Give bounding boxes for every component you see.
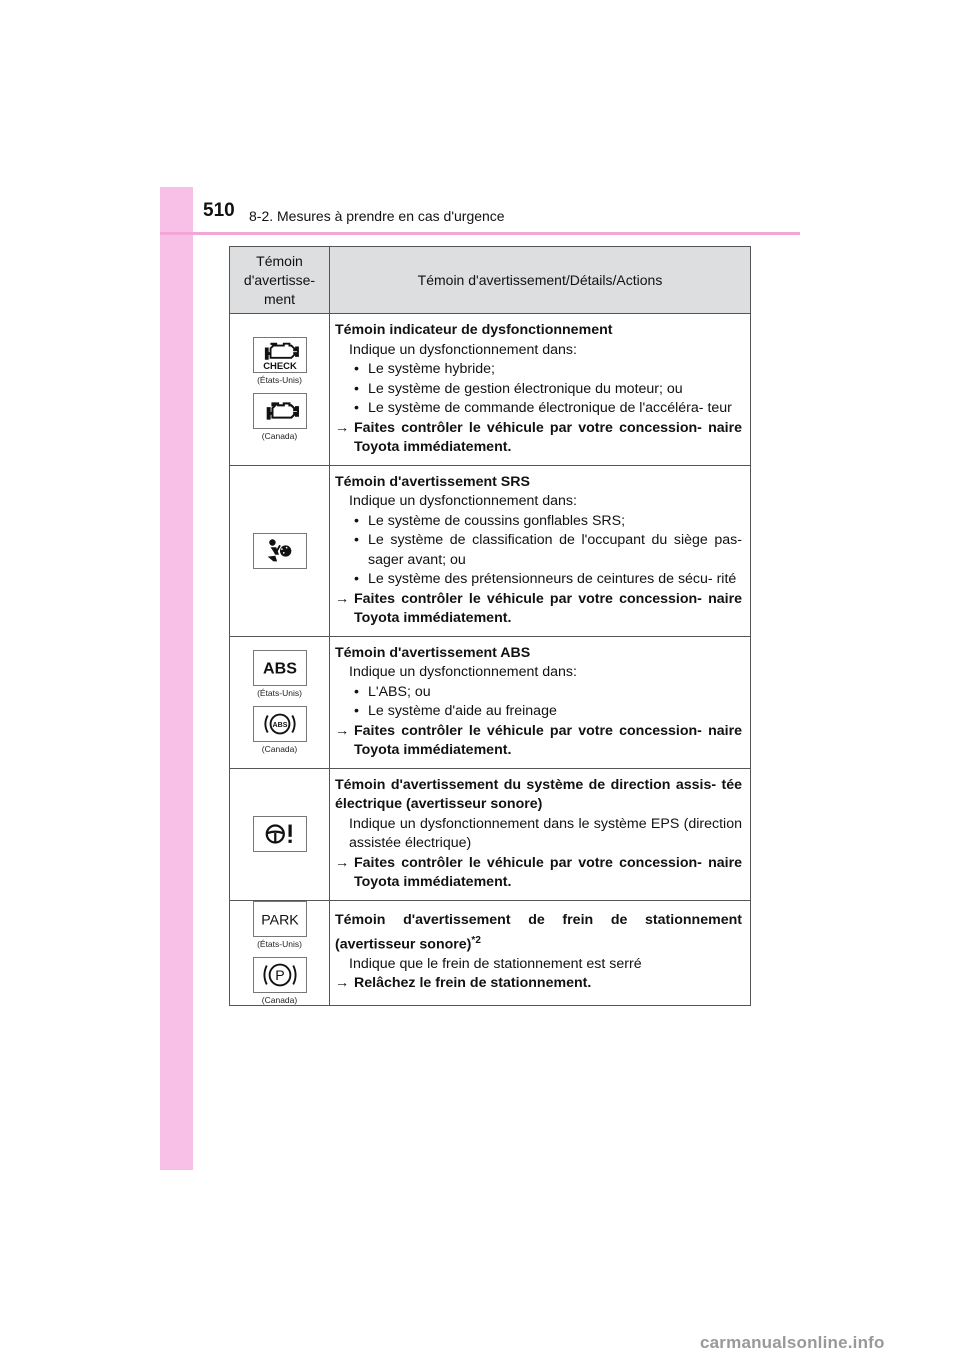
action-text: → Faites contrôler le véhicule par votre concession- naire Toyota immédiatement. bbox=[335, 854, 742, 890]
svg-text:CHECK: CHECK bbox=[262, 361, 297, 373]
region-label: (États-Unis) bbox=[257, 938, 302, 949]
warning-title: Témoin d'avertissement de frein de stationnement (avertisseur sonore)$^{*2}$ bbox=[335, 912, 742, 953]
table-row bbox=[230, 900, 751, 1005]
table-row bbox=[230, 768, 751, 900]
steering-warning-icon bbox=[253, 816, 307, 852]
warning-intro: Indique un dysfonctionnement dans le système EPS (direction assistée électrique) bbox=[349, 815, 742, 851]
table-row bbox=[230, 314, 751, 466]
list-item: • Le système de commande électronique de l'accéléra- teur bbox=[354, 400, 732, 416]
check-engine-icon bbox=[253, 337, 307, 373]
list-item: • Le système de classification de l'occupant du siège pas- sager avant; ou bbox=[354, 532, 742, 568]
list-item: • Le système d'aide au freinage bbox=[354, 703, 557, 719]
icon-cell bbox=[230, 636, 330, 768]
engine-icon bbox=[253, 393, 307, 429]
region-label: (Canada) bbox=[261, 431, 298, 442]
list-item: • Le système de coussins gonflables SRS; bbox=[354, 512, 626, 529]
warning-intro: Indique un dysfonctionnement dans: bbox=[349, 341, 577, 358]
table-row bbox=[230, 636, 751, 768]
footnote-ref: *2 bbox=[471, 934, 481, 946]
warning-intro: Indique un dysfonctionnement dans: bbox=[349, 664, 577, 680]
abs-text-icon bbox=[253, 650, 307, 686]
icon-cell bbox=[230, 314, 330, 466]
warning-title: Témoin d'avertissement du système de direction assis- tée électrique (avertisseur sonore) bbox=[335, 776, 742, 812]
action-text: → Faites contrôler le véhicule par votre concession- naire Toyota immédiatement. bbox=[335, 590, 742, 626]
warning-title: Témoin d'avertissement ABS bbox=[335, 644, 531, 661]
column-header-icon: Témoin d'avertisse- ment bbox=[230, 247, 330, 314]
section-title: 8-2. Mesures à prendre en cas d'urgence bbox=[249, 208, 505, 224]
action-text: → Relâchez le frein de stationnement. bbox=[335, 975, 592, 992]
list-item: • L'ABS; ou bbox=[354, 683, 431, 700]
region-label: (États-Unis) bbox=[257, 688, 302, 698]
details-cell bbox=[330, 900, 751, 1005]
svg-text:P: P bbox=[274, 967, 285, 984]
chapter-side-band bbox=[160, 187, 193, 1170]
list-item: • Le système hybride; bbox=[354, 361, 495, 377]
icon-cell bbox=[230, 768, 330, 900]
airbag-icon bbox=[253, 533, 307, 569]
park-text-icon bbox=[253, 901, 307, 937]
action-text: → Faites contrôler le véhicule par votre concession- naire Toyota immédiatement. bbox=[335, 419, 742, 455]
header-rule bbox=[160, 232, 800, 235]
region-label: (Canada) bbox=[261, 994, 298, 1005]
abs-circle-icon bbox=[253, 706, 307, 742]
list-item: • Le système de gestion électronique du moteur; ou bbox=[354, 380, 683, 397]
warning-lights-table bbox=[229, 246, 751, 1006]
table-header-row bbox=[230, 247, 751, 314]
svg-text:PARK: PARK bbox=[260, 912, 299, 929]
region-label: (États-Unis) bbox=[257, 375, 302, 386]
region-label: (Canada) bbox=[261, 744, 298, 754]
details-cell bbox=[330, 768, 751, 900]
list-item: • Le système des prétensionneurs de ceintures de sécu- rité bbox=[354, 571, 737, 587]
warning-intro: Indique que le frein de stationnement est serré bbox=[349, 955, 642, 972]
icon-cell bbox=[230, 465, 330, 636]
watermark: carmanualsonline.info bbox=[700, 1333, 885, 1352]
parking-brake-icon bbox=[253, 957, 307, 993]
warning-intro: Indique un dysfonctionnement dans: bbox=[349, 493, 577, 509]
action-text: → Faites contrôler le véhicule par votre concession- naire Toyota immédiatement. bbox=[335, 722, 742, 758]
column-header-details: Témoin d'avertissement/Détails/Actions bbox=[330, 247, 751, 314]
details-cell bbox=[330, 314, 751, 466]
table-row bbox=[230, 465, 751, 636]
svg-text:ABS: ABS bbox=[272, 720, 287, 729]
svg-text:ABS: ABS bbox=[262, 659, 297, 678]
details-cell bbox=[330, 465, 751, 636]
warning-title: Témoin d'avertissement SRS bbox=[335, 473, 530, 490]
details-cell bbox=[330, 636, 751, 768]
icon-cell bbox=[230, 900, 330, 1005]
page-number: 510 bbox=[203, 200, 235, 221]
warning-title: Témoin indicateur de dysfonctionnement bbox=[335, 322, 613, 338]
